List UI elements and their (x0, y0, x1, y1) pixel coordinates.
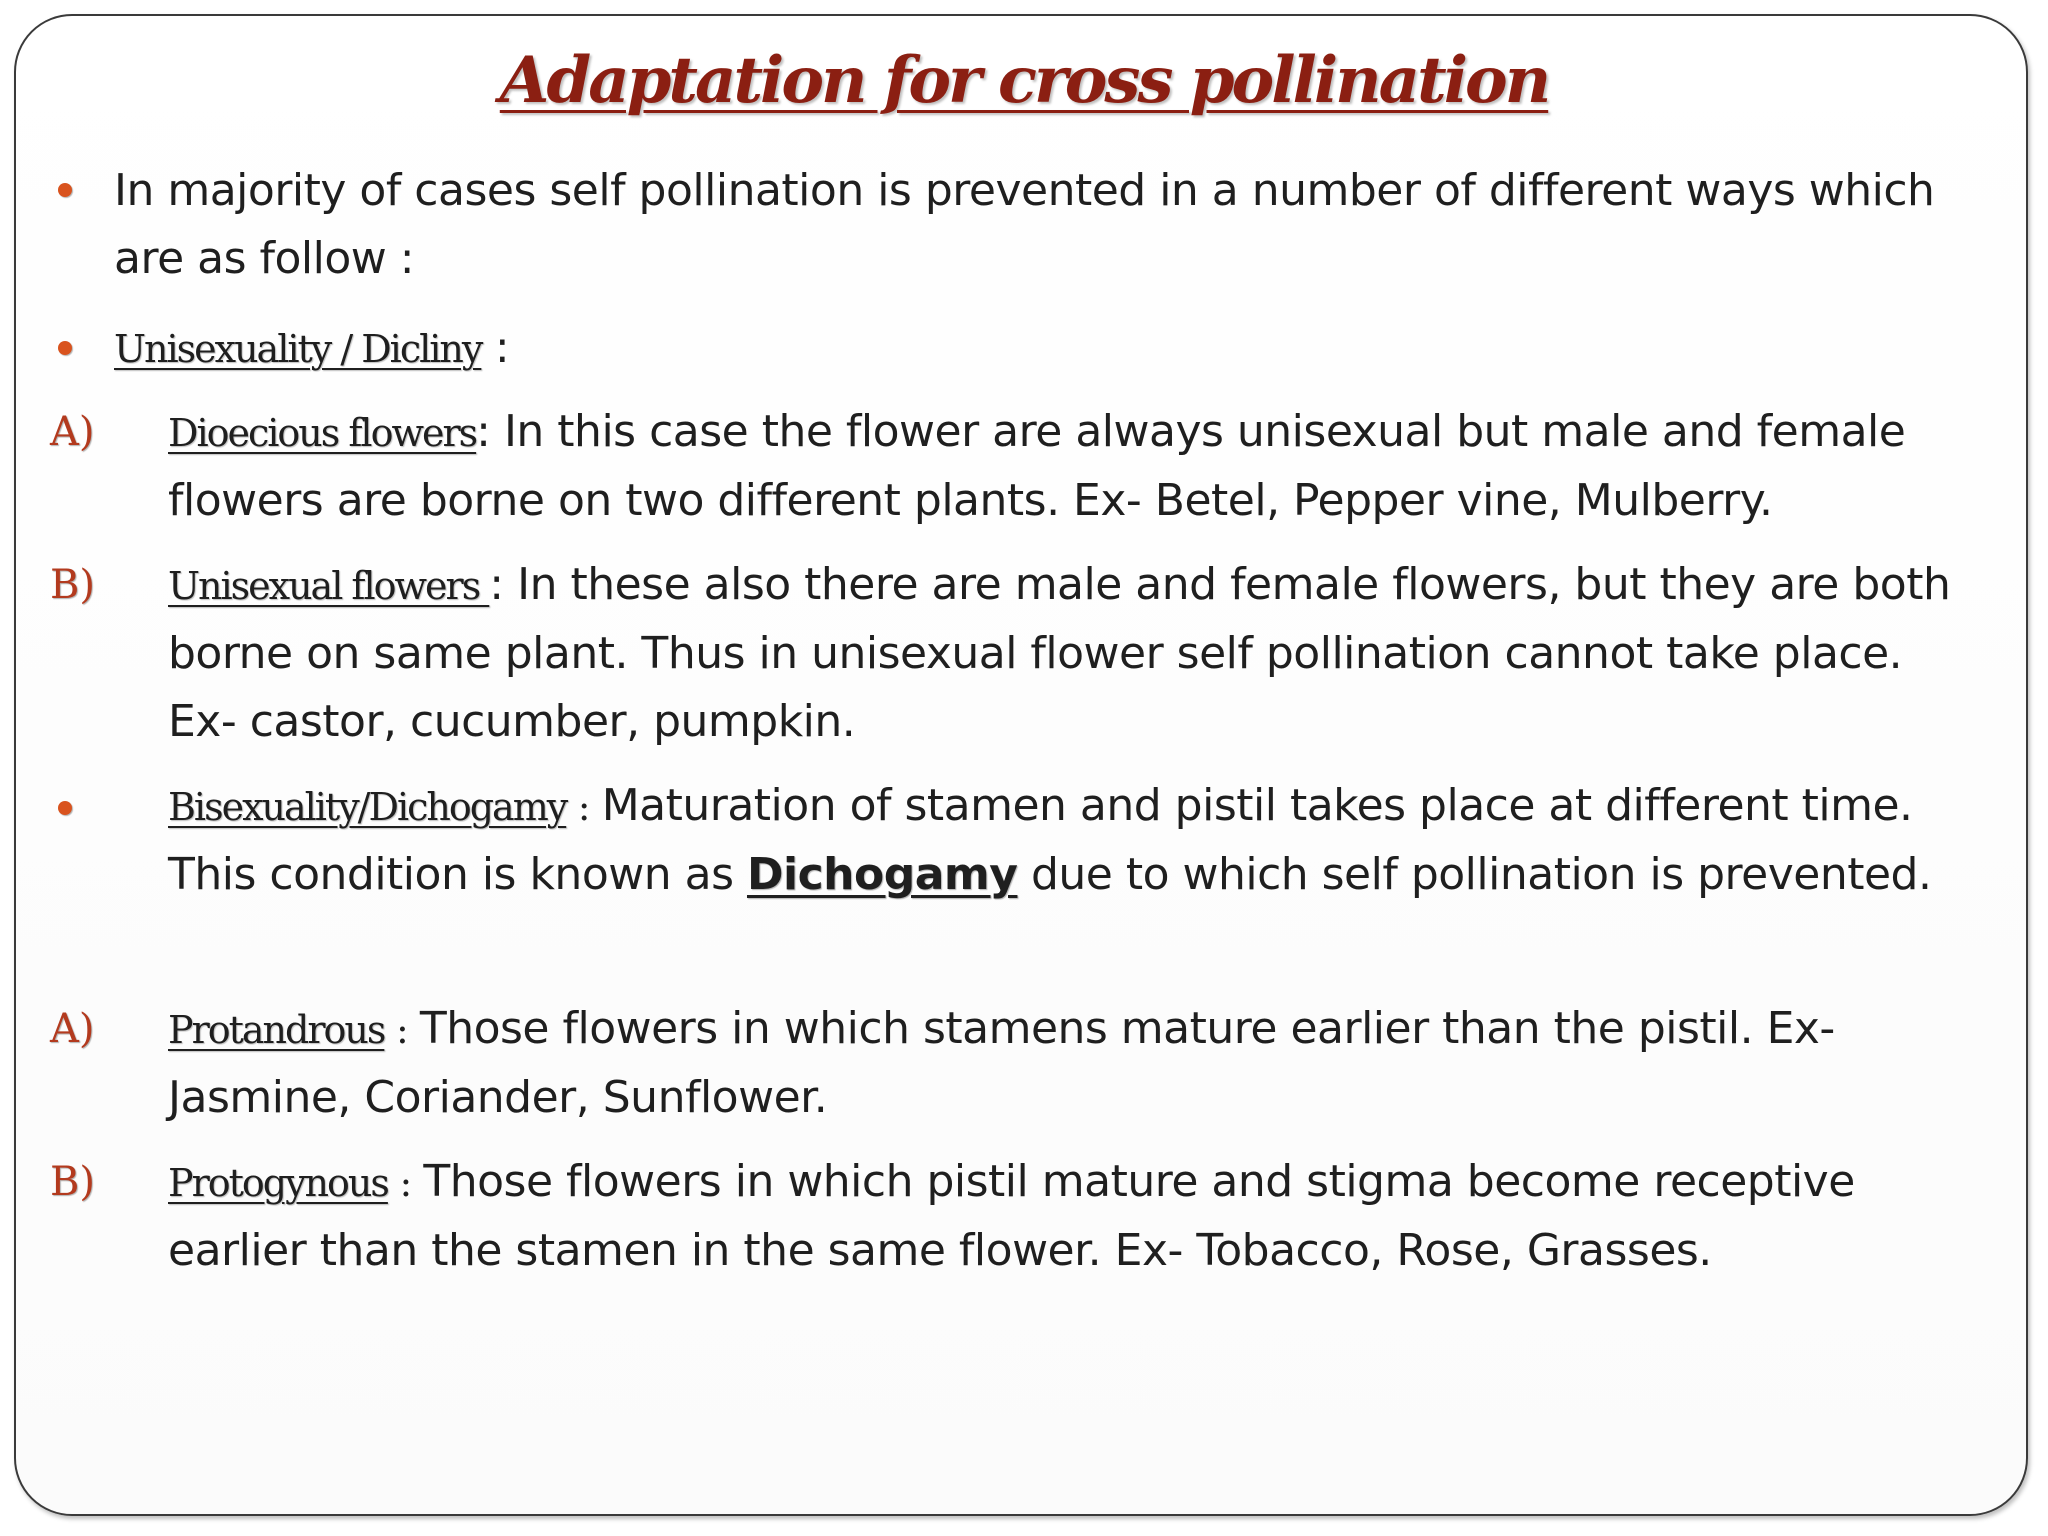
term-colon: : (566, 785, 602, 829)
bisexuality-description-end: due to which self pollination is prevented. (1017, 849, 1932, 900)
protandrous-description: Those flowers in which stamens mature earlier than the pistil. Ex- Jasmine, Coriander, Sunflower. (168, 1003, 1835, 1123)
item-marker: A) (50, 409, 95, 455)
term-unisexual-flowers: Unisexual flowers (168, 564, 490, 608)
term-bisexuality-dichogamy: Bisexuality/Dichogamy (168, 785, 567, 829)
protogynous-description: Those flowers in which pistil mature and stigma become receptive earlier than the stamen in the same flower. Ex- Tobacco, Rose, Grasses. (168, 1156, 1855, 1276)
term-dioecious-flowers: Dioecious flowers (168, 411, 477, 455)
item-marker: A) (50, 1006, 95, 1052)
term-colon: : (387, 1161, 424, 1205)
term-colon: : (481, 322, 510, 373)
intro-text: In majority of cases self pollination is prevented in a number of different ways which are as follow : (114, 165, 1935, 284)
slide-title: Adaptation for cross pollination (499, 43, 1549, 118)
term-colon: : (384, 1008, 420, 1052)
dioecious-description: : In this case the flower are always unisexual but male and female flowers are borne on two different plants. Ex- Betel, Pepper vine, Mulberry. (168, 406, 1906, 526)
term-unisexuality: Unisexuality / Dicliny (114, 327, 482, 371)
bisexuality-description-start: Maturation of stamen and pistil takes place at different time. This condition is known as (168, 780, 1913, 900)
item-marker: B) (50, 1159, 95, 1205)
bullet-dot-icon (58, 183, 72, 197)
item-marker: B) (50, 562, 95, 608)
dichogamy-emphasis: Dichogamy (746, 849, 1018, 900)
unisexual-description: : In these also there are male and female flowers, but they are both borne on same plant. Thus in unisexual flower self pollination cannot take place. Ex- castor, cucumber, pumpkin. (168, 559, 1951, 747)
bullet-dot-icon (58, 341, 72, 355)
bullet-dot-icon (58, 801, 72, 815)
term-protogynous: Protogynous (168, 1161, 388, 1205)
term-protandrous: Protandrous (168, 1008, 385, 1052)
